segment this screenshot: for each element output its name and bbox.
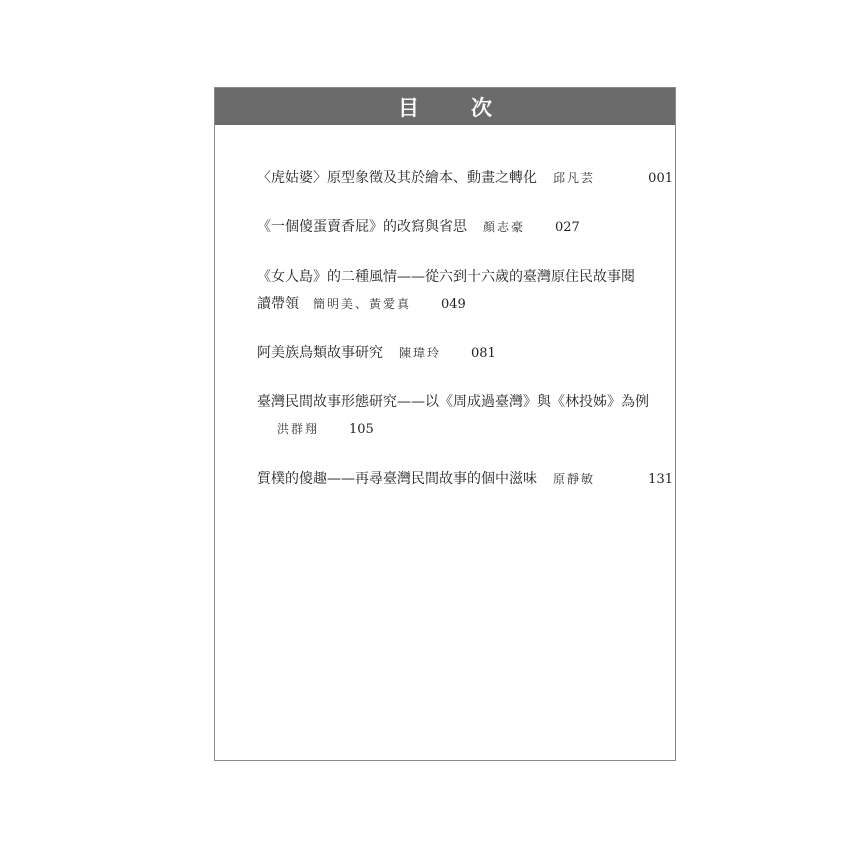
toc-header-bar [215, 88, 675, 125]
entry-author: 原靜敏 [553, 472, 596, 486]
entry-author: 邱凡芸 [553, 171, 596, 185]
toc-title: 目次 [398, 95, 544, 120]
entry-page-number: 081 [471, 346, 496, 361]
toc-entry[interactable] [257, 390, 673, 442]
toc-entry[interactable] [257, 265, 673, 317]
entry-page-number: 105 [349, 422, 374, 437]
entry-title: 臺灣民間故事形態研究——以《周成過臺灣》與《林投姊》為例 [257, 394, 649, 410]
entry-author: 陳瑋玲 [399, 346, 442, 360]
entry-title: 阿美族鳥類故事研究 [257, 345, 383, 361]
entry-page-number: 001 [648, 171, 673, 186]
entry-title-line1: 《女人島》的二種風情——從六到十六歲的臺灣原住民故事閱 [257, 269, 635, 285]
toc-entry[interactable] [257, 341, 673, 366]
entry-page-number: 131 [648, 472, 673, 487]
entry-title: 〈虎姑婆〉原型象徵及其於繪本、動畫之轉化 [257, 170, 537, 186]
entry-page-number: 027 [555, 220, 580, 235]
toc-page [214, 87, 676, 761]
entry-title-line2: 讀帶領 [257, 296, 299, 312]
entry-author: 洪群翔 [277, 422, 320, 436]
entry-author: 顏志豪 [483, 220, 526, 234]
entry-author: 簡明美、黃愛真 [313, 297, 412, 311]
toc-entry[interactable] [257, 467, 673, 492]
toc-entry[interactable] [257, 215, 673, 240]
toc-entry[interactable] [257, 166, 673, 191]
entry-title: 《一個傻蛋賣香屁》的改寫與省思 [257, 219, 467, 235]
entry-page-number: 049 [441, 297, 466, 312]
entry-title: 質樸的傻趣——再尋臺灣民間故事的個中滋味 [257, 471, 537, 487]
